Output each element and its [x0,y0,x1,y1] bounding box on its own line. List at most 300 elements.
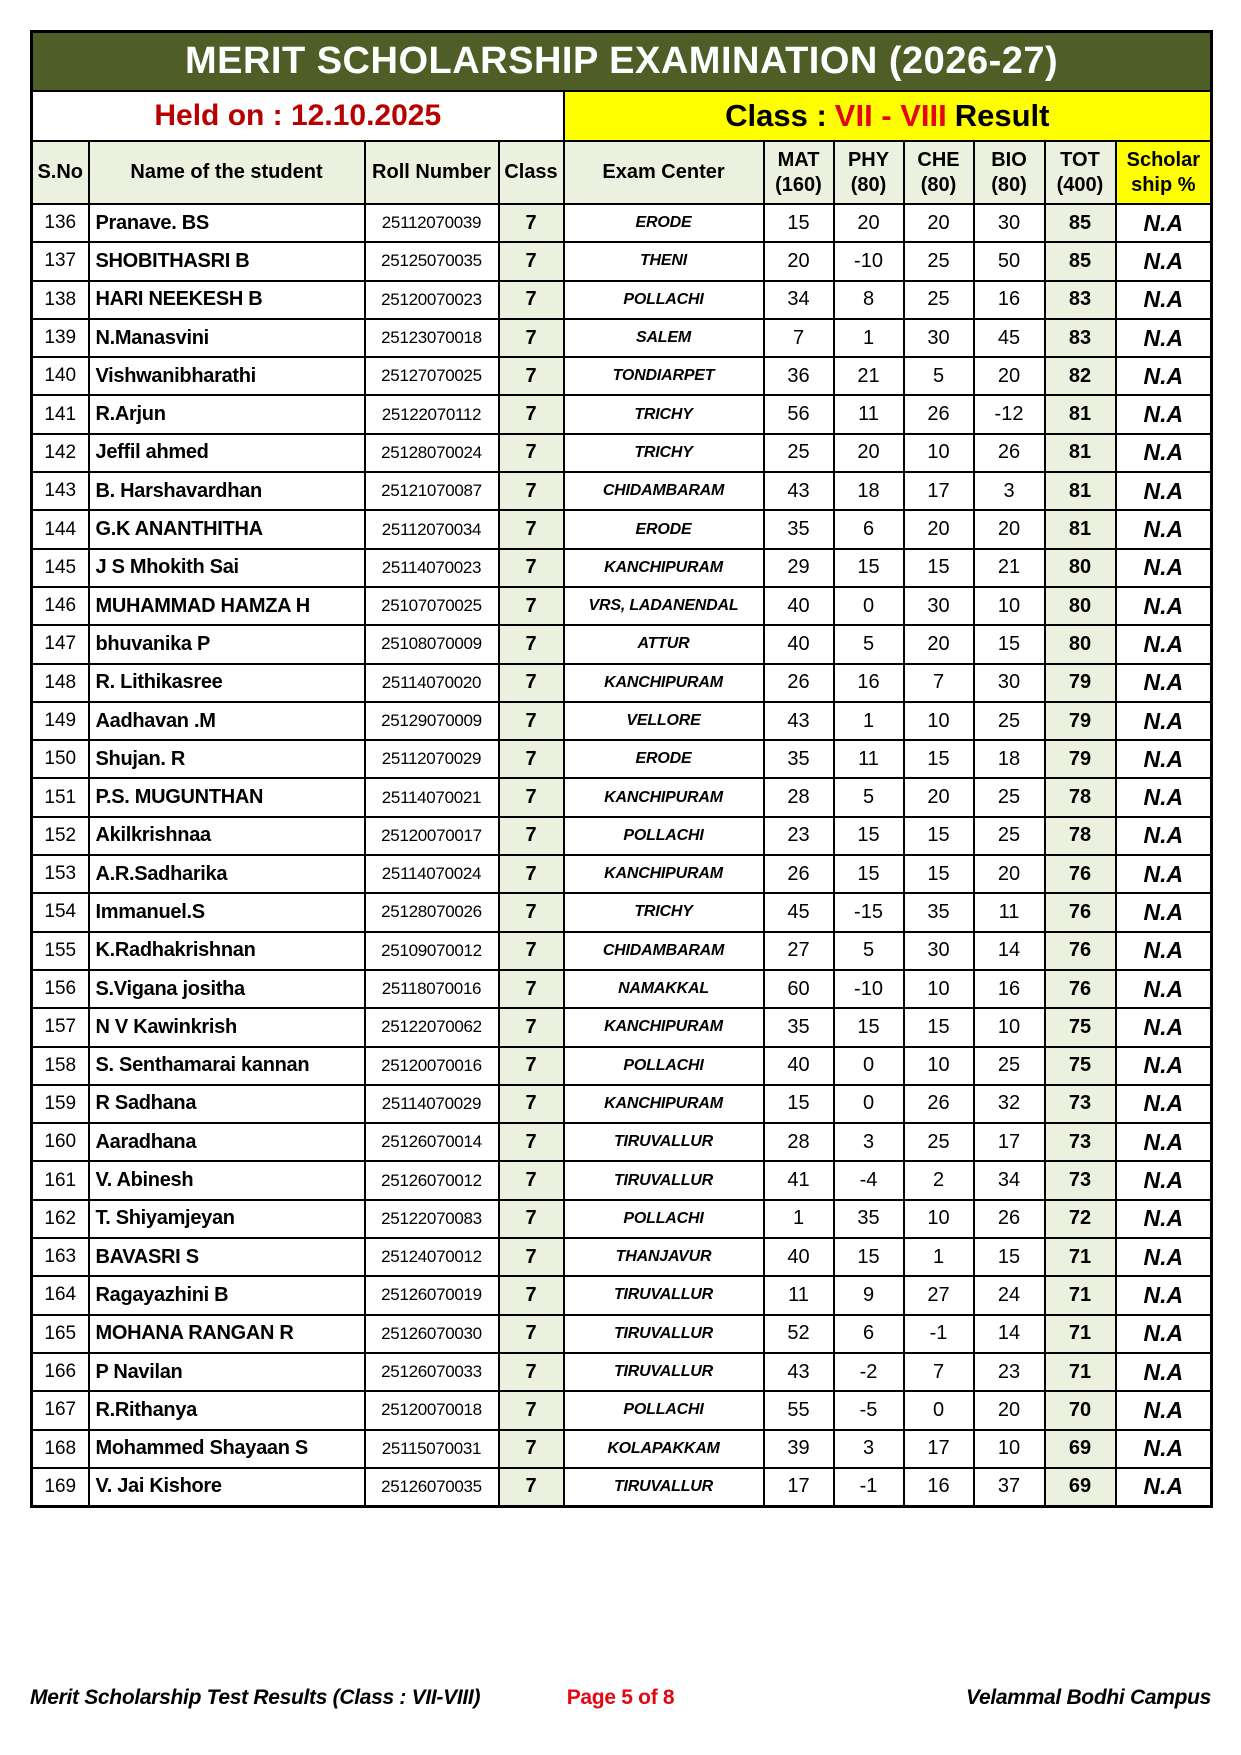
class-result-label [564,91,1212,141]
cell-phy: 0 [834,587,904,625]
cell-roll: 25114070023 [365,549,499,587]
cell-che: 30 [904,932,974,970]
cell-phy: 15 [834,817,904,855]
cell-che: 16 [904,1468,974,1506]
table-row [32,434,1212,472]
cell-sno: 138 [32,281,89,319]
cell-class: 7 [499,204,564,242]
cell-che: 20 [904,625,974,663]
cell-tot: 82 [1045,357,1116,395]
cell-class: 7 [499,549,564,587]
cell-che: 15 [904,549,974,587]
cell-sno: 163 [32,1238,89,1276]
cell-tot: 76 [1045,970,1116,1008]
cell-class: 7 [499,970,564,1008]
cell-mat: 11 [764,1276,834,1314]
cell-class: 7 [499,1161,564,1199]
cell-center: CHIDAMBARAM [564,932,764,970]
cell-che: 10 [904,434,974,472]
cell-che: 10 [904,970,974,1008]
table-row [32,664,1212,702]
cell-bio: 16 [974,281,1045,319]
cell-roll: 25112070039 [365,204,499,242]
cell-tot: 80 [1045,625,1116,663]
cell-mat: 34 [764,281,834,319]
cell-name: Akilkrishnaa [89,817,365,855]
cell-bio: 10 [974,1430,1045,1468]
cell-che: 20 [904,778,974,816]
cell-roll: 25124070012 [365,1238,499,1276]
cell-phy: 35 [834,1200,904,1238]
cell-tot: 79 [1045,702,1116,740]
cell-scholarship: N.A [1116,1391,1212,1429]
table-row [32,204,1212,242]
cell-roll: 25108070009 [365,625,499,663]
cell-name: MUHAMMAD HAMZA H [89,587,365,625]
cell-scholarship: N.A [1116,357,1212,395]
cell-center: TIRUVALLUR [564,1353,764,1391]
table-row [32,1430,1212,1468]
cell-roll: 25126070035 [365,1468,499,1506]
cell-scholarship: N.A [1116,778,1212,816]
column-header-name: Name of the student [89,141,365,204]
cell-center: ERODE [564,510,764,548]
cell-bio: 45 [974,319,1045,357]
cell-roll: 25115070031 [365,1430,499,1468]
cell-roll: 25123070018 [365,319,499,357]
cell-mat: 1 [764,1200,834,1238]
cell-scholarship: N.A [1116,1468,1212,1506]
cell-bio: 21 [974,549,1045,587]
cell-class: 7 [499,242,564,280]
cell-bio: 25 [974,1047,1045,1085]
cell-mat: 40 [764,1238,834,1276]
cell-sno: 157 [32,1008,89,1046]
cell-roll: 25114070021 [365,778,499,816]
cell-sno: 149 [32,702,89,740]
cell-class: 7 [499,625,564,663]
table-row [32,778,1212,816]
table-row [32,357,1212,395]
cell-mat: 45 [764,893,834,931]
cell-mat: 35 [764,1008,834,1046]
cell-scholarship: N.A [1116,1123,1212,1161]
cell-che: 15 [904,740,974,778]
cell-center: THENI [564,242,764,280]
cell-tot: 69 [1045,1468,1116,1506]
cell-center: TONDIARPET [564,357,764,395]
cell-tot: 72 [1045,1200,1116,1238]
cell-name: Aadhavan .M [89,702,365,740]
cell-phy: 18 [834,472,904,510]
table-row [32,1047,1212,1085]
cell-mat: 17 [764,1468,834,1506]
table-row [32,1276,1212,1314]
cell-phy: -15 [834,893,904,931]
cell-che: 0 [904,1391,974,1429]
cell-scholarship: N.A [1116,1200,1212,1238]
cell-bio: 16 [974,970,1045,1008]
cell-phy: 15 [834,549,904,587]
cell-tot: 81 [1045,434,1116,472]
cell-mat: 60 [764,970,834,1008]
cell-phy: 15 [834,855,904,893]
cell-tot: 81 [1045,395,1116,433]
class-value: VII - VIII [834,98,947,133]
cell-mat: 26 [764,855,834,893]
table-body [32,204,1212,1506]
cell-center: TIRUVALLUR [564,1315,764,1353]
cell-name: Immanuel.S [89,893,365,931]
cell-roll: 25128070026 [365,893,499,931]
cell-center: TRICHY [564,434,764,472]
cell-che: 25 [904,1123,974,1161]
cell-scholarship: N.A [1116,664,1212,702]
cell-roll: 25126070030 [365,1315,499,1353]
cell-name: Shujan. R [89,740,365,778]
cell-center: VRS, LADANENDAL [564,587,764,625]
table-row [32,319,1212,357]
cell-class: 7 [499,1238,564,1276]
cell-scholarship: N.A [1116,1276,1212,1314]
cell-tot: 79 [1045,664,1116,702]
cell-mat: 39 [764,1430,834,1468]
cell-roll: 25129070009 [365,702,499,740]
cell-roll: 25120070023 [365,281,499,319]
cell-sno: 150 [32,740,89,778]
cell-mat: 56 [764,395,834,433]
cell-name: Vishwanibharathi [89,357,365,395]
cell-center: TRICHY [564,395,764,433]
table-row [32,242,1212,280]
cell-roll: 25125070035 [365,242,499,280]
title-bar [32,32,1212,92]
cell-mat: 40 [764,587,834,625]
cell-bio: 32 [974,1085,1045,1123]
page-footer [30,1686,1211,1710]
cell-bio: 30 [974,204,1045,242]
column-header-che: CHE (80) [904,141,974,204]
cell-bio: 25 [974,778,1045,816]
cell-che: 30 [904,587,974,625]
cell-scholarship: N.A [1116,281,1212,319]
cell-mat: 36 [764,357,834,395]
cell-name: J S Mhokith Sai [89,549,365,587]
cell-che: 20 [904,204,974,242]
cell-tot: 76 [1045,855,1116,893]
cell-bio: 15 [974,1238,1045,1276]
cell-class: 7 [499,664,564,702]
cell-bio: 20 [974,510,1045,548]
cell-name: Ragayazhini B [89,1276,365,1314]
cell-class: 7 [499,1391,564,1429]
cell-che: 25 [904,281,974,319]
cell-scholarship: N.A [1116,1047,1212,1085]
cell-bio: 20 [974,1391,1045,1429]
cell-center: THANJAVUR [564,1238,764,1276]
cell-phy: -1 [834,1468,904,1506]
cell-che: 5 [904,357,974,395]
cell-sno: 160 [32,1123,89,1161]
cell-tot: 71 [1045,1315,1116,1353]
cell-mat: 52 [764,1315,834,1353]
cell-tot: 73 [1045,1161,1116,1199]
cell-che: 10 [904,702,974,740]
cell-mat: 41 [764,1161,834,1199]
cell-center: KANCHIPURAM [564,1008,764,1046]
column-header-tot: TOT (400) [1045,141,1116,204]
table-row [32,1391,1212,1429]
cell-name: N V Kawinkrish [89,1008,365,1046]
cell-mat: 40 [764,1047,834,1085]
table-row [32,740,1212,778]
cell-center: ERODE [564,740,764,778]
cell-class: 7 [499,1276,564,1314]
cell-roll: 25121070087 [365,472,499,510]
cell-bio: 11 [974,893,1045,931]
table-row [32,549,1212,587]
cell-name: bhuvanika P [89,625,365,663]
cell-tot: 69 [1045,1430,1116,1468]
cell-che: 15 [904,855,974,893]
cell-che: -1 [904,1315,974,1353]
cell-phy: 6 [834,510,904,548]
cell-sno: 152 [32,817,89,855]
cell-scholarship: N.A [1116,587,1212,625]
cell-name: Pranave. BS [89,204,365,242]
cell-che: 10 [904,1200,974,1238]
cell-scholarship: N.A [1116,970,1212,1008]
cell-class: 7 [499,319,564,357]
cell-roll: 25122070062 [365,1008,499,1046]
cell-phy: -4 [834,1161,904,1199]
cell-center: POLLACHI [564,817,764,855]
cell-class: 7 [499,587,564,625]
cell-center: SALEM [564,319,764,357]
cell-tot: 76 [1045,932,1116,970]
cell-tot: 79 [1045,740,1116,778]
cell-center: KANCHIPURAM [564,778,764,816]
cell-scholarship: N.A [1116,855,1212,893]
cell-class: 7 [499,893,564,931]
cell-name: P Navilan [89,1353,365,1391]
cell-phy: 5 [834,778,904,816]
cell-name: N.Manasvini [89,319,365,357]
cell-sno: 158 [32,1047,89,1085]
cell-phy: 11 [834,395,904,433]
cell-scholarship: N.A [1116,1008,1212,1046]
cell-center: NAMAKKAL [564,970,764,1008]
cell-bio: 14 [974,932,1045,970]
table-row [32,702,1212,740]
cell-scholarship: N.A [1116,434,1212,472]
table-row [32,855,1212,893]
cell-phy: 0 [834,1085,904,1123]
cell-bio: 20 [974,855,1045,893]
table-row [32,281,1212,319]
table-row [32,1123,1212,1161]
table-row [32,893,1212,931]
cell-sno: 139 [32,319,89,357]
cell-scholarship: N.A [1116,1238,1212,1276]
cell-scholarship: N.A [1116,740,1212,778]
column-header-row [32,141,1212,204]
cell-sno: 151 [32,778,89,816]
cell-roll: 25128070024 [365,434,499,472]
cell-mat: 23 [764,817,834,855]
cell-che: 17 [904,472,974,510]
table-row [32,395,1212,433]
cell-center: ATTUR [564,625,764,663]
cell-sno: 153 [32,855,89,893]
cell-bio: 26 [974,1200,1045,1238]
cell-class: 7 [499,472,564,510]
cell-class: 7 [499,1430,564,1468]
page-title: MERIT SCHOLARSHIP EXAMINATION (2026-27) [32,32,1212,92]
cell-phy: 1 [834,702,904,740]
cell-bio: 26 [974,434,1045,472]
cell-phy: 21 [834,357,904,395]
cell-class: 7 [499,1200,564,1238]
table-row [32,932,1212,970]
cell-phy: 9 [834,1276,904,1314]
cell-sno: 169 [32,1468,89,1506]
cell-roll: 25109070012 [365,932,499,970]
cell-mat: 7 [764,319,834,357]
cell-bio: 14 [974,1315,1045,1353]
table-row [32,1161,1212,1199]
cell-sno: 148 [32,664,89,702]
cell-bio: 18 [974,740,1045,778]
cell-center: KANCHIPURAM [564,549,764,587]
cell-phy: 5 [834,932,904,970]
cell-center: ERODE [564,204,764,242]
cell-phy: 5 [834,625,904,663]
cell-mat: 29 [764,549,834,587]
cell-bio: 23 [974,1353,1045,1391]
cell-tot: 85 [1045,204,1116,242]
cell-center: POLLACHI [564,1391,764,1429]
cell-bio: 10 [974,1008,1045,1046]
cell-roll: 25126070019 [365,1276,499,1314]
cell-mat: 25 [764,434,834,472]
cell-name: V. Jai Kishore [89,1468,365,1506]
cell-scholarship: N.A [1116,625,1212,663]
cell-roll: 25126070014 [365,1123,499,1161]
cell-roll: 25114070029 [365,1085,499,1123]
cell-tot: 81 [1045,510,1116,548]
cell-sno: 166 [32,1353,89,1391]
cell-mat: 15 [764,1085,834,1123]
cell-name: Jeffil ahmed [89,434,365,472]
cell-bio: 24 [974,1276,1045,1314]
cell-bio: 15 [974,625,1045,663]
cell-mat: 55 [764,1391,834,1429]
cell-tot: 83 [1045,281,1116,319]
cell-class: 7 [499,1008,564,1046]
cell-name: HARI NEEKESH B [89,281,365,319]
cell-roll: 25127070025 [365,357,499,395]
cell-sno: 146 [32,587,89,625]
cell-che: 7 [904,1353,974,1391]
cell-roll: 25122070112 [365,395,499,433]
cell-phy: -5 [834,1391,904,1429]
cell-scholarship: N.A [1116,1353,1212,1391]
cell-scholarship: N.A [1116,702,1212,740]
cell-class: 7 [499,702,564,740]
table-row [32,1353,1212,1391]
column-header-roll: Roll Number [365,141,499,204]
cell-sno: 140 [32,357,89,395]
cell-name: B. Harshavardhan [89,472,365,510]
cell-che: 20 [904,510,974,548]
cell-tot: 71 [1045,1353,1116,1391]
footer-campus-name: Velammal Bodhi Campus [966,1686,1212,1709]
cell-name: V. Abinesh [89,1161,365,1199]
cell-sno: 161 [32,1161,89,1199]
cell-phy: 8 [834,281,904,319]
cell-tot: 71 [1045,1238,1116,1276]
cell-bio: 37 [974,1468,1045,1506]
cell-phy: 16 [834,664,904,702]
column-header-phy: PHY (80) [834,141,904,204]
cell-mat: 35 [764,740,834,778]
cell-class: 7 [499,932,564,970]
cell-bio: 10 [974,587,1045,625]
cell-che: 15 [904,1008,974,1046]
cell-scholarship: N.A [1116,319,1212,357]
cell-roll: 25118070016 [365,970,499,1008]
cell-scholarship: N.A [1116,549,1212,587]
cell-mat: 28 [764,778,834,816]
cell-phy: -10 [834,970,904,1008]
cell-class: 7 [499,1047,564,1085]
cell-roll: 25112070029 [365,740,499,778]
cell-roll: 25120070017 [365,817,499,855]
cell-name: BAVASRI S [89,1238,365,1276]
cell-mat: 26 [764,664,834,702]
cell-mat: 27 [764,932,834,970]
cell-sno: 155 [32,932,89,970]
cell-class: 7 [499,395,564,433]
cell-mat: 35 [764,510,834,548]
cell-tot: 85 [1045,242,1116,280]
cell-bio: 25 [974,702,1045,740]
cell-mat: 43 [764,702,834,740]
cell-che: 26 [904,1085,974,1123]
cell-center: TIRUVALLUR [564,1276,764,1314]
cell-scholarship: N.A [1116,1430,1212,1468]
cell-center: POLLACHI [564,1200,764,1238]
cell-mat: 15 [764,204,834,242]
class-label: Class : [725,98,827,133]
table-row [32,1085,1212,1123]
cell-tot: 80 [1045,549,1116,587]
cell-roll: 25126070033 [365,1353,499,1391]
cell-tot: 76 [1045,893,1116,931]
cell-tot: 78 [1045,817,1116,855]
cell-center: KANCHIPURAM [564,855,764,893]
cell-center: KOLAPAKKAM [564,1430,764,1468]
cell-scholarship: N.A [1116,242,1212,280]
cell-scholarship: N.A [1116,932,1212,970]
cell-name: Aaradhana [89,1123,365,1161]
cell-scholarship: N.A [1116,1315,1212,1353]
cell-name: S. Senthamarai kannan [89,1047,365,1085]
cell-tot: 71 [1045,1276,1116,1314]
cell-name: R. Lithikasree [89,664,365,702]
result-label: Result [954,98,1050,133]
